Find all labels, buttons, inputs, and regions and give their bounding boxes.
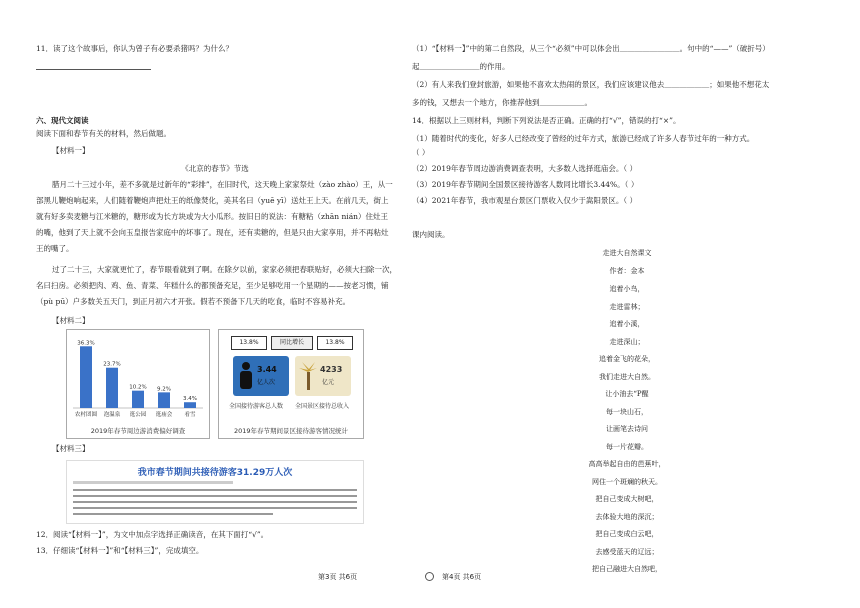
bar-0 xyxy=(80,346,92,408)
category-label: 逛庙会 xyxy=(155,412,173,418)
palm-tree-icon xyxy=(298,360,318,392)
m1-line: 部黑儿鞭炮响起来，人们随着鞭炮声把灶王的纸像焚化，美其名曰（yuē yī）送灶王上天。在前几天，街上 xyxy=(36,196,389,205)
bar-value-label: 3.4% xyxy=(183,396,197,403)
poem-line: 让画笔去诗问 xyxy=(606,425,648,433)
m1-line: 过了二十三，大家就更忙了，春节眼看就到了啊。在除夕以前，家家必须把春联贴好，必须大扫除一次， xyxy=(52,265,397,274)
q14-item2: （2）2019年春节周边游消费调查表明，大多数人选择逛庙会。（ ） xyxy=(412,164,637,173)
category-label: 农村团圆 xyxy=(74,412,98,418)
stats-panel-title: 2019年春节期间景区接待游客情况统计 xyxy=(233,427,349,435)
q14-item1-answer[interactable]: （ ） xyxy=(412,148,430,157)
q14-item3: （3）2019年春节期间全国景区接待游客人数同比增长3.44%。（ ） xyxy=(412,180,639,189)
revenue-stat-tile xyxy=(295,356,351,396)
stat-left-pct: 13.8% xyxy=(231,336,267,350)
section-heading: 六、现代文阅读 xyxy=(36,116,89,125)
q13-part2: （2）有人来我们登封旅游，如果他不喜欢太热闹的景区，我们应该建议他去＿＿＿＿＿＿；如果他不想花太 xyxy=(412,80,770,89)
section-instruction: 阅读下面和春节有关的材料，然后做题。 xyxy=(36,129,171,138)
poem-line: 追着小溪， xyxy=(609,320,645,328)
bar-chart-plot xyxy=(67,330,209,422)
bar-value-label: 10.2% xyxy=(129,384,147,391)
poem-line: 每一片花瓣。 xyxy=(606,442,648,451)
poem-title: 走进大自然课文 xyxy=(602,249,652,257)
poem-line: 去感受蓝天的辽远； xyxy=(595,547,659,556)
revenue-unit: 亿元 xyxy=(322,379,335,386)
reading-label: 课内阅读。 xyxy=(412,230,450,239)
visitors-value: 3.44 xyxy=(257,365,277,374)
m1-line: 就有好多卖麦糖与江米糖的，糖形或为长方块或为大小瓜形。按旧日的说法：有糖粘（zhān nián）住灶王 xyxy=(36,212,388,221)
revenue-label: 全国景区接待总收入 xyxy=(295,403,350,410)
m1-line: 名曰扫房。必须把肉、鸡、鱼、青菜、年糕什么的都预备充足，至少足够吃用一个星期的——按老习惯，铺 xyxy=(36,281,389,290)
poem-author: 作者：金本 xyxy=(609,267,645,275)
material1-label: 【材料一】 xyxy=(52,146,90,155)
page-footer-right: 第4页 共6页 xyxy=(442,573,482,581)
poem-line: 把自己变成白云吧， xyxy=(595,530,659,538)
category-label: 逛公园 xyxy=(129,412,147,418)
q13-part2-cont: 多的钱，又想去一个地方，你推荐他到＿＿＿＿＿＿。 xyxy=(412,98,592,107)
visitors-label: 全国接待游客总人数 xyxy=(229,403,284,410)
m1-line: 王的嘴了。 xyxy=(36,244,74,253)
poem-line: 走进雷林； xyxy=(609,302,645,311)
material2-label: 【材料二】 xyxy=(52,316,90,325)
bar-value-label: 36.3% xyxy=(77,340,95,347)
m1-line: （pù pū）户多数关五天门，到正月初六才开张。假若不预备下几天的吃食，临时不容易补充。 xyxy=(36,297,351,306)
category-label: 泡温泉 xyxy=(103,412,121,418)
poem-line: 网住一个斑斓的秋天。 xyxy=(592,477,662,486)
bar-2 xyxy=(132,391,144,408)
poem-line: 把自己变成大树吧， xyxy=(595,495,659,503)
poem-line: 把自己融进大自然吧， xyxy=(592,565,662,573)
poem-line: 高高举起自由的芭蕉叶， xyxy=(588,460,666,468)
poem-line: 我们走进大自然。 xyxy=(599,372,655,381)
material3-label: 【材料三】 xyxy=(52,444,90,453)
news-meta-text xyxy=(73,481,233,484)
category-label: 看雪 xyxy=(184,412,196,418)
page-footer-left: 第3页 共6页 xyxy=(318,573,358,581)
bar-chart xyxy=(66,329,210,439)
stat-middle-label: 同比增长 xyxy=(271,336,313,350)
stat-right-pct: 13.8% xyxy=(317,336,353,350)
bar-value-label: 23.7% xyxy=(103,361,121,368)
news-body-text xyxy=(73,495,357,497)
news-body-text xyxy=(73,507,357,509)
question-13: 13．仔细读“【材料一】”和“【材料三】”，完成填空。 xyxy=(36,546,204,555)
m1-line: 腊月二十三过小年，差不多就是过新年的“彩排”，在旧时代，这天晚上家家祭灶（zào zhào）王，从一 xyxy=(52,180,393,189)
news-headline: 我市春节期间共接待游客31.29万人次 xyxy=(137,468,293,478)
poem-line: 追着金飞的花朵， xyxy=(599,355,655,363)
news-body-text xyxy=(73,513,273,515)
news-body-text xyxy=(73,489,357,491)
bar-1 xyxy=(106,368,118,408)
q14-item4: （4）2021年春节，我市观星台景区门票收入仅少于嵩阳景区。（ ） xyxy=(412,196,637,205)
poem-line: 每一块山石， xyxy=(606,407,648,416)
bar-value-label: 9.2% xyxy=(157,386,171,393)
revenue-value: 4233 xyxy=(320,365,343,374)
material3-news-clip xyxy=(66,460,364,524)
q13-part1-cont: 起＿＿＿＿＿＿＿＿的作用。 xyxy=(412,62,510,71)
material1-title: 《北京的春节》节选 xyxy=(181,164,249,173)
answer-line-11[interactable] xyxy=(36,69,151,70)
poem-line: 去体验大地的深沉； xyxy=(595,512,659,521)
visitors-unit: 亿人次 xyxy=(257,379,276,386)
visitors-stat-tile xyxy=(233,356,289,396)
person-icon xyxy=(237,361,255,391)
poem-line: 让小油去“P醒 xyxy=(605,390,649,398)
question-12: 12．阅读“【材料一】”，为文中加点字选择正确读音，在其下面打“√”。 xyxy=(36,530,269,539)
poem-line: 走进深山； xyxy=(609,337,645,346)
question-14: 14．根据以上三则材料，判断下列说法是否正确。正确的打“√”，错误的打“×”。 xyxy=(412,116,681,125)
m1-line: 的嘴，他到了天上就不会向玉皇报告家庭中的坏事了。现在，还有卖糖的，但是只由大家享用，并不再粘灶 xyxy=(36,228,389,237)
question-11: 11．读了这个故事后，你认为曾子有必要杀猪吗？为什么？ xyxy=(36,44,234,53)
poem-line: 追着小鸟， xyxy=(609,285,645,293)
bar-chart-title: 2019年春节周边游消费偏好调查 xyxy=(90,427,186,435)
right-page xyxy=(412,0,860,608)
bar-4 xyxy=(184,402,196,408)
stats-panel xyxy=(218,329,364,439)
q14-item1: （1）随着时代的变化，好多人已经改变了曾经的过年方式，旅游已经成了许多人春节过年的一种方式。 xyxy=(412,134,755,143)
news-body-text xyxy=(73,501,357,503)
q13-part1: （1）“【材料一】”中的第二自然段，从三个“必须”中可以体会出＿＿＿＿＿＿＿＿。句中的“——”（破折号） xyxy=(412,44,770,53)
bar-3 xyxy=(158,392,170,408)
